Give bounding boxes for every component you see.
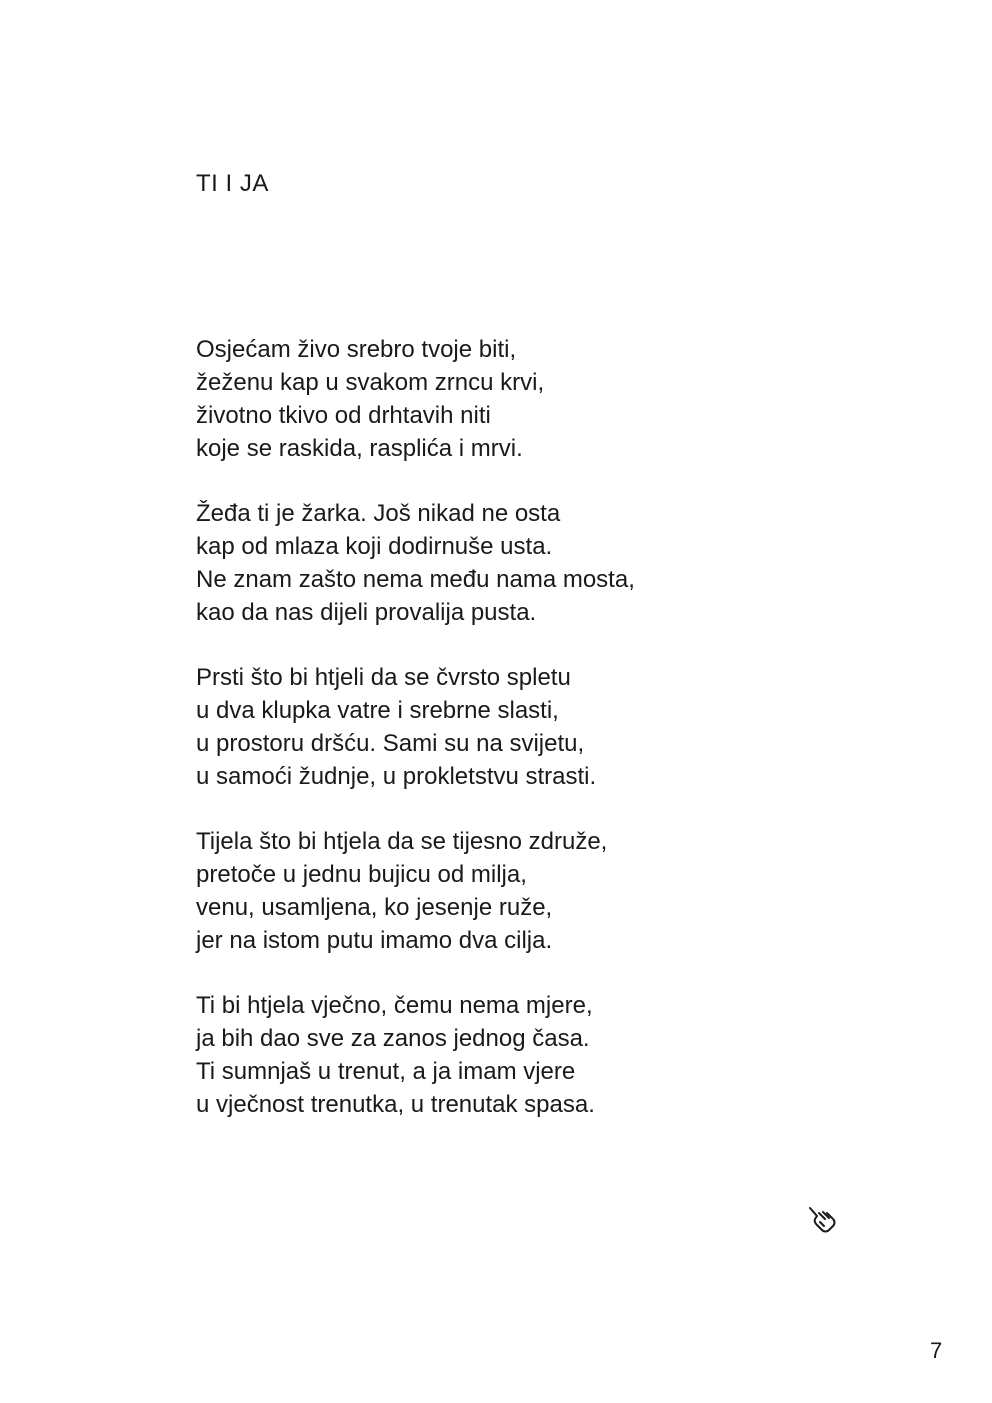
poem-line: Ne znam zašto nema među nama mosta,: [196, 566, 635, 593]
poem-line: u samoći žudnje, u prokletstvu strasti.: [196, 763, 597, 790]
pointing-hand-icon: [806, 1203, 838, 1235]
poem-line: žeženu kap u svakom zrncu krvi,: [196, 369, 545, 396]
poem-line: životno tkivo od drhtavih niti: [196, 402, 491, 429]
poem-title: TI I JA: [196, 170, 269, 197]
poem-line: Ti sumnjaš u trenut, a ja imam vjere: [196, 1058, 576, 1085]
stanza: [196, 825, 816, 957]
stanza: [196, 497, 816, 629]
poem-line: Žeđa ti je žarka. Još nikad ne osta: [196, 500, 561, 527]
poem-line: u prostoru dršću. Sami su na svijetu,: [196, 730, 585, 757]
poem-line: kap od mlaza koji dodirnuše usta.: [196, 533, 553, 560]
poem-line: koje se raskida, rasplića i mrvi.: [196, 435, 523, 462]
poem-line: u vječnost trenutka, u trenutak spasa.: [196, 1091, 595, 1118]
stanza: [196, 333, 816, 465]
poem-line: Osjećam živo srebro tvoje biti,: [196, 336, 517, 363]
poem-line: Prsti što bi htjeli da se čvrsto spletu: [196, 664, 571, 691]
poem-line: jer na istom putu imamo dva cilja.: [196, 927, 553, 954]
poem-line: Ti bi htjela vječno, čemu nema mjere,: [196, 992, 593, 1019]
page-number: 7: [930, 1338, 943, 1363]
stanza: [196, 661, 816, 793]
poem-line: kao da nas dijeli provalija pusta.: [196, 599, 537, 626]
stanza: [196, 989, 816, 1121]
poem-line: venu, usamljena, ko jesenje ruže,: [196, 894, 553, 921]
poem-line: pretoče u jednu bujicu od milja,: [196, 861, 527, 888]
poem-line: ja bih dao sve za zanos jednog časa.: [196, 1025, 590, 1052]
poem-line: Tijela što bi htjela da se tijesno združe,: [196, 828, 608, 855]
poem-line: u dva klupka vatre i srebrne slasti,: [196, 697, 559, 724]
poem-body: [196, 333, 816, 1153]
